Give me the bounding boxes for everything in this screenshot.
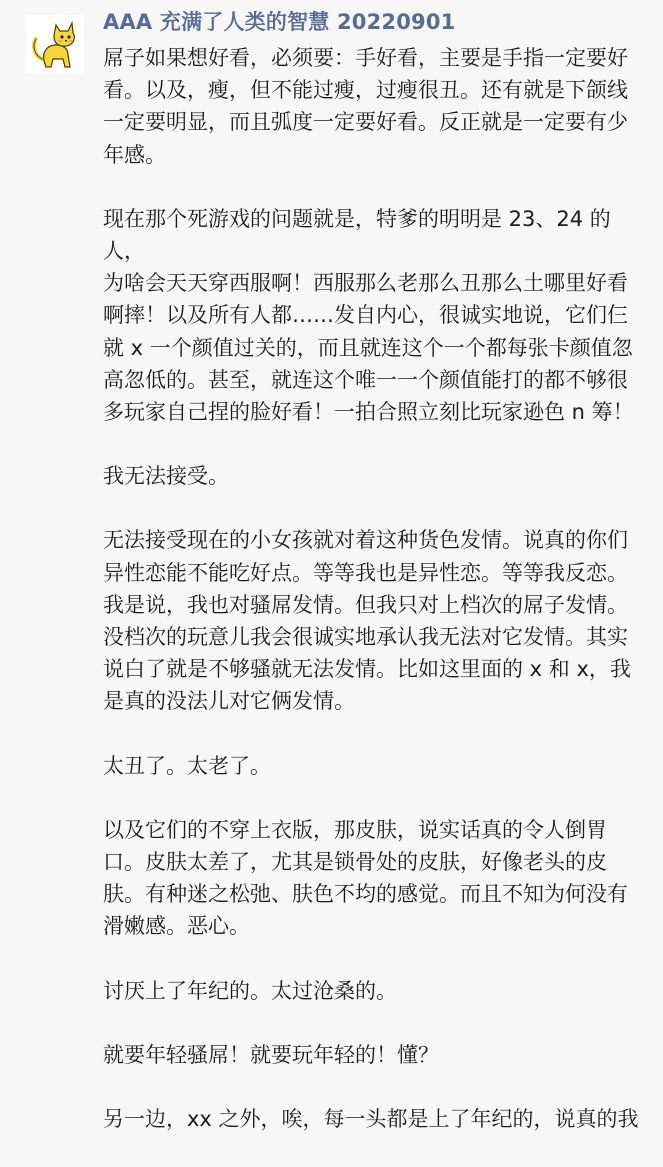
- cat-avatar-icon-graphic: [26, 15, 84, 73]
- username-link[interactable]: AAA 充满了人类的智慧 20220901: [103, 10, 456, 34]
- post-paragraph: 另一边，xx 之外，唉，每一头都是上了年纪的，说真的我: [103, 1107, 639, 1132]
- cat-avatar-icon[interactable]: [26, 15, 84, 73]
- post-paragraph: 以及它们的不穿上衣版，那皮肤，说实话真的令人倒胃 口。皮肤太差了，尤其是锁骨处的皮肤，好像老头的皮 肤。有种迷之松弛、肤色不均的感觉。而且不知为何没有 滑嫩感。恶心。: [103, 817, 628, 939]
- post-paragraph: 就要年轻骚屌！就要玩年轻的！懂？: [103, 1042, 439, 1067]
- post-paragraph: 我无法接受。: [103, 464, 229, 489]
- post-body: [103, 42, 648, 1167]
- post-paragraph: 屌子如果想好看，必须要：手好看，主要是手指一定要好 看。以及，瘦，但不能过瘦，过瘦很丑。还有就是下颌线 一定要明显，而且弧度一定要好看。反正就是一定要有少 年感。: [103, 46, 628, 167]
- post-paragraph: 讨厌上了年纪的。太过沧桑的。: [103, 978, 397, 1003]
- post-paragraph: 现在那个死游戏的问题就是，特爹的明明是 23、24 的人， 为啥会天天穿西服啊！西服那么老那么丑那么土哪里好看 啊摔！以及所有人都……发自内心，很诚实地说，它们仨 就 x 一个颜值过关的，而且就连这个一个都每张卡颜值忽 高忽低的。甚至，就连这个唯一一个颜值能打的都不够很 多玩家自己捏的脸好看！一拍合照立刻比玩家逊色 n 筹！: [103, 206, 634, 425]
- post-paragraph: 无法接受现在的小女孩就对着这种货色发情。说真的你们 异性恋能不能吃好点。等等我也是异性恋。等等我反恋。 我是说，我也对骚屌发情。但我只对上档次的屌子发情。 没档次的玩意儿我会很诚实地承认我无法对它发情。其实 说白了就是不够骚就无法发情。比如这里面的 x 和 x，我 是真的没法儿对它俩发情。: [103, 528, 631, 714]
- post-paragraph: 太丑了。太老了。: [103, 753, 271, 778]
